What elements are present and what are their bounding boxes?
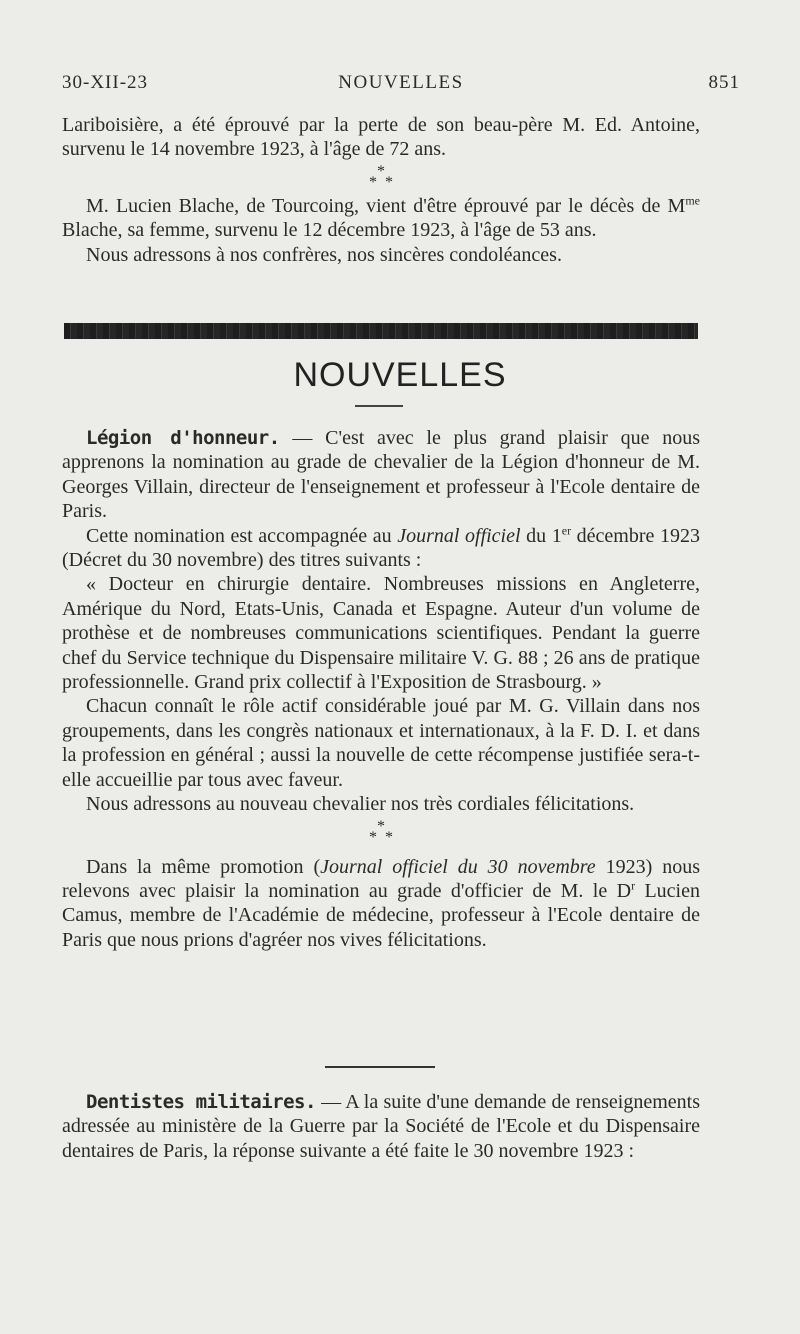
page-number: 851 xyxy=(708,72,740,93)
paragraph-dentistes: Dentistes militaires. — A la suite d'une demande de renseignements adressée au ministère de la Guerre par la Société de l'Ecole et du Dispensaire dentaires de Paris, la réponse suivante a été faite le 30 novembre 1923 : xyxy=(62,1091,700,1162)
asterism xyxy=(62,817,700,846)
paragraph-titres: « Docteur en chirurgie dentaire. Nombreuses missions en Angleterre, Amérique du Nord, Etats-Unis, Canada et Espagne. Auteur d'un volume de prothèse et de nombreuses communications scientifiques. Pendant la guerre chef du Service technique du Dispensaire militaire V. G. 88 ; 26 ans de pratique professionnelle. Grand prix collectif à l'Exposition de Strasbourg. » xyxy=(62,573,700,694)
paragraph-condoleances: Nous adressons à nos confrères, nos sincères condoléances. xyxy=(86,243,562,266)
section-rule xyxy=(325,1066,435,1068)
header-date: 30-XII-23 xyxy=(62,72,149,93)
asterism-top-star: * xyxy=(377,162,385,180)
paragraph-legion: Légion d'honneur. — C'est avec le plus grand plaisir que nous apprenons la nomination au grade de chevalier de la Légion d'honneur de M. Georges Villain, directeur de l'enseignement et professeur à l'Ecole dentaire de Paris. xyxy=(62,427,700,523)
header-section: NOUVELLES xyxy=(338,72,464,93)
asterism-bottom-stars: * * xyxy=(369,173,393,191)
top-block xyxy=(62,113,700,267)
legion-heading: Légion d'honneur. xyxy=(86,427,280,449)
paragraph-camus: Dans la même promotion (Journal officiel du 30 novembre 1923) nous relevons avec plaisir la nomination au grade d'officier de M. le $D^r$ Lucien Camus, membre de l'Académie de médecine, professeur à l'Ecole dentaire de Paris que nous prions d'agréer nos vives félicitations. xyxy=(62,855,700,951)
section-title: NOUVELLES xyxy=(293,356,507,394)
asterism-bottom-stars: * * xyxy=(369,828,393,846)
paragraph-felicitations: Nous adressons au nouveau chevalier nos très cordiales félicitations. xyxy=(86,793,635,816)
asterism-top-star: * xyxy=(377,817,385,835)
paragraph-lariboisiere: Lariboisière, a été éprouvé par la perte de son beau-père M. Ed. Antoine, survenu le 14 novembre 1923, à l'âge de 72 ans. xyxy=(62,114,700,161)
paragraph-nomination: Cette nomination est accompagnée au Journal officiel du 1er décembre 1923 (Décret du 30 novembre) des titres suivants : xyxy=(62,522,700,572)
paragraph-blache: M. Lucien Blache, de Tourcoing, vient d'être éprouvé par le décès de $M^{me}$ Blache, sa femme, survenu le 12 décembre 1923, à l'âge de 53 ans. xyxy=(62,193,700,242)
dentistes-heading: Dentistes militaires. xyxy=(86,1091,316,1113)
paragraph-chacun: Chacun connaît le rôle actif considérable joué par M. G. Villain dans nos groupements, dans les congrès nationaux et internationaux, à la F. D. I. et dans la profession en général ; aussi la nouvelle de cette récompense justifiée sera-t-elle accueillie par tous avec faveur. xyxy=(62,695,700,791)
title-rule xyxy=(355,405,403,407)
legion-block xyxy=(62,426,700,952)
asterism xyxy=(62,162,700,191)
dentistes-block xyxy=(62,1090,700,1163)
decorative-banner xyxy=(64,323,698,339)
